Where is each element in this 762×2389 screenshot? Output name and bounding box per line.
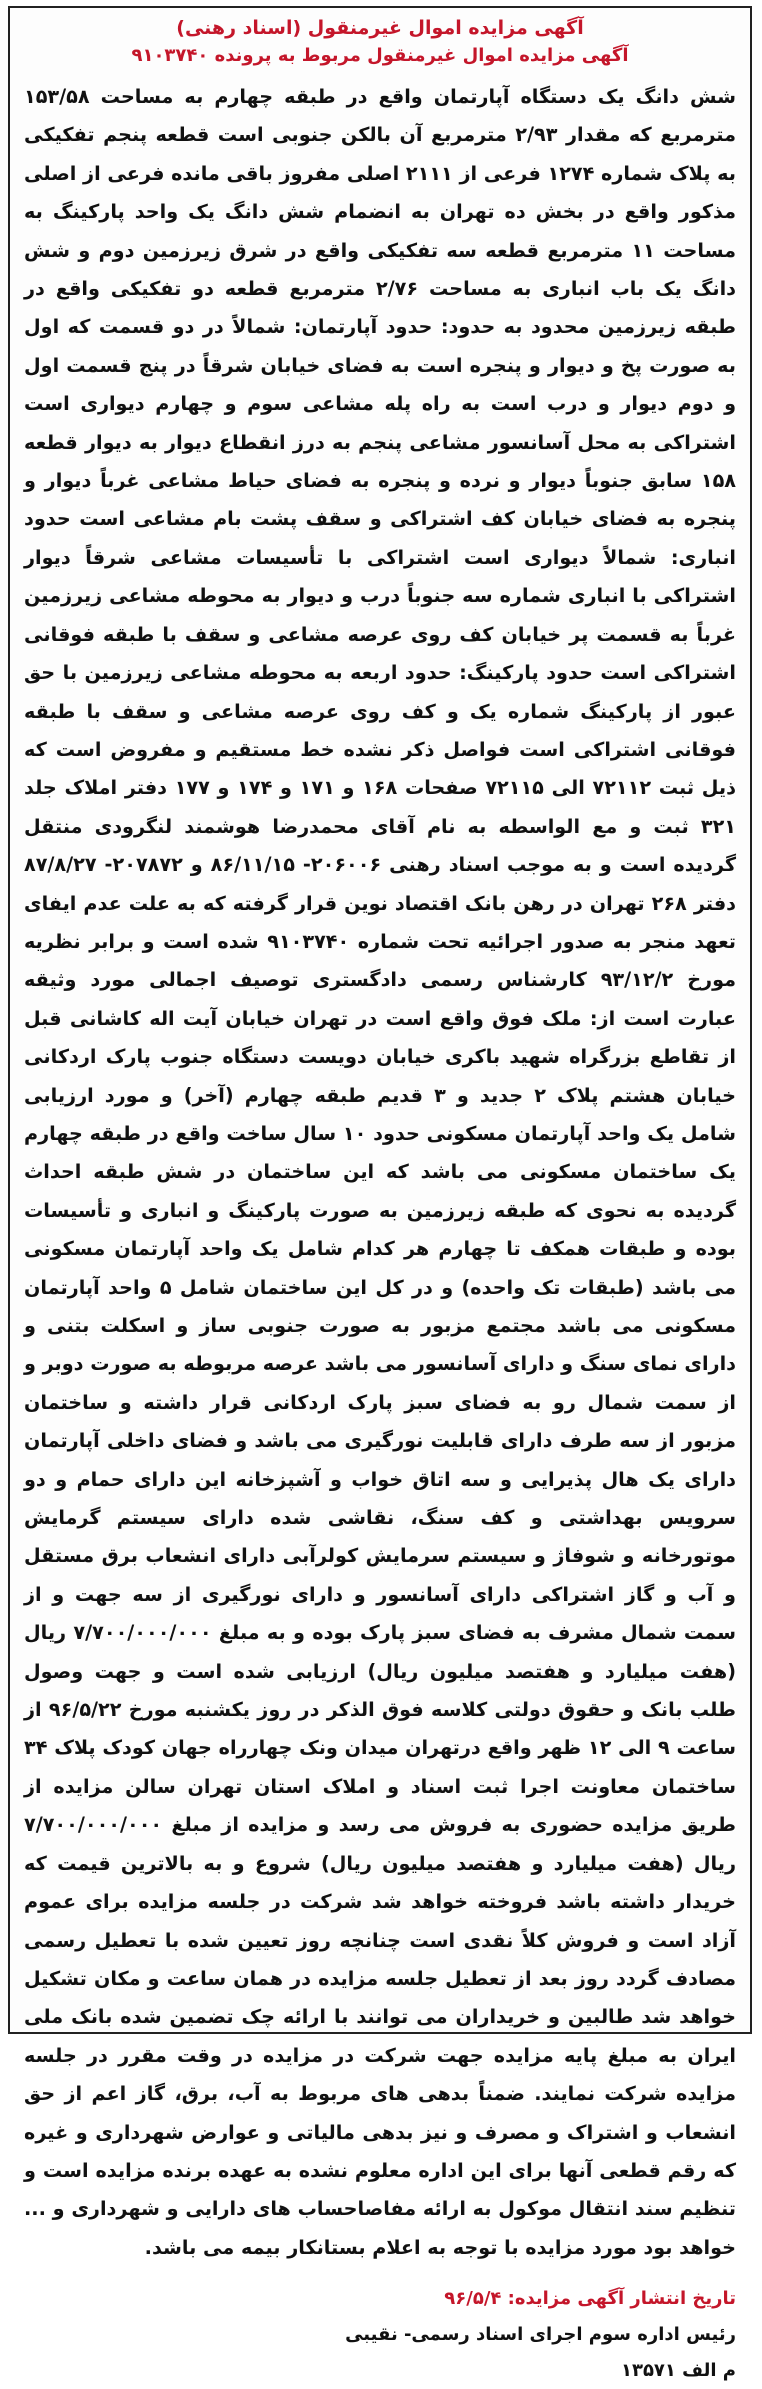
notice-title: آگهی مزایده اموال غیرمنقول (اسناد رهنی) <box>176 17 584 39</box>
notice-subtitle: آگهی مزایده اموال غیرمنقول مربوط به پرونده ۹۱۰۳۷۴۰ <box>131 45 629 66</box>
publish-date: تاریخ انتشار آگهی مزایده: ۹۶/۵/۴ <box>444 2288 736 2310</box>
notice-footer <box>24 2281 736 2389</box>
auction-notice <box>8 6 752 2382</box>
signature: رئیس اداره سوم اجرای اسناد رسمی- نقیبی <box>345 2324 736 2346</box>
notice-body: شش دانگ یک دستگاه آپارتمان واقع در طبقه چهارم به مساحت ۱۵۳/۵۸ مترمربع که مقدار ۲/۹۳ مترمربع آن بالکن جنوبی است قطعه پنجم تفکیکی به پلاک شماره ۱۲۷۴ فرعی از ۲۱۱۱ اصلی مفروز باقی مانده فرعی از اصلی مذکور واقع در بخش ده تهران به انضمام شش دانگ یک واحد پارکینگ به مساحت ۱۱ مترمربع قطعه سه تفکیکی واقع در شرق زیرزمین دوم و شش دانگ یک باب انباری به مساحت ۲/۷۶ مترمربع قطعه دو تفکیکی واقع در طبقه زیرزمین محدود به حدود: حدود آپارتمان: شمالاً در دو قسمت که اول به صورت پخ و دیوار و پنجره است به فضای خیابان شرقاً در پنج قسمت اول و دوم دیوار و درب است به راه پله مشاعی سوم و چهارم دیواری است اشتراکی به محل آسانسور مشاعی پنجم به درز انقطاع دیوار به دیوار قطعه ۱۵۸ سابق جنوباً دیوار و نرده و پنجره به فضای حیاط مشاعی غرباً دیوار و پنجره به فضای خیابان کف اشتراکی و سقف پشت بام مشاعی است حدود انباری: شمالاً دیواری است اشتراکی با تأسیسات مشاعی شرقاً دیوار اشتراکی با انباری شماره سه جنوباً درب و دیوار به محوطه مشاعی زیرزمین غرباً به قسمت پر خیابان کف روی عرصه مشاعی و سقف با طبقه فوقانی اشتراکی است حدود پارکینگ: حدود اربعه به محوطه مشاعی زیرزمین با حق عبور از پارکینگ شماره یک و کف روی عرصه مشاعی و سقف با طبقه فوقانی اشتراکی است فواصل ذکر نشده خط مستقیم و مفروض است که ذیل ثبت ۷۲۱۱۲ الی ۷۲۱۱۵ صفحات ۱۶۸ و ۱۷۱ و ۱۷۴ و ۱۷۷ دفتر املاک جلد ۳۲۱ ثبت و مع الواسطه به نام آقای محمدرضا هوشمند لنگرودی منتقل گردیده است و به موجب اسناد رهنی ۲۰۶۰۰۶- ۸۶/۱۱/۱۵ و ۲۰۷۸۷۲- ۸۷/۸/۲۷ دفتر ۲۶۸ تهران در رهن بانک اقتصاد نوین قرار گرفته که به علت عدم ایفای تعهد منجر به صدور اجرائیه تحت شماره ۹۱۰۳۷۴۰ شده است و برابر نظریه مورخ ۹۳/۱۲/۲ کارشناس رسمی دادگستری توصیف اجمالی مورد وثیقه عبارت است از: ملک فوق واقع است در تهران خیابان آیت اله کاشانی قبل از تقاطع بزرگراه شهید باکری خیابان دویست دستگاه جنوب پارک اردکانی خیابان هشتم پلاک ۲ جدید و ۳ قدیم طبقه چهارم (آخر) و مورد ارزیابی شامل یک واحد آپارتمان مسکونی حدود ۱۰ سال ساخت واقع در طبقه چهارم یک ساختمان مسکونی می باشد که این ساختمان در شش طبقه احداث گردیده به نحوی که طبقه زیرزمین به صورت پارکینگ و انباری و تأسیسات بوده و طبقات همکف تا چهارم هر کدام شامل یک واحد آپارتمان مسکونی می باشد (طبقات تک واحده) و در کل این ساختمان شامل ۵ واحد آپارتمان مسکونی می باشد مجتمع مزبور به صورت جنوبی ساز و اسکلت بتنی و دارای نمای سنگ و دارای آسانسور می باشد عرصه مربوطه به صورت دوبر و از سمت شمال رو به فضای سبز پارک اردکانی قرار داشته و ساختمان مزبور از سه طرف دارای قابلیت نورگیری می باشد و فضای داخلی آپارتمان دارای یک هال پذیرایی و سه اتاق خواب و آشپزخانه این دارای حمام و دو سرویس بهداشتی و کف سنگ، نقاشی شده دارای سیستم گرمایش موتورخانه و شوفاژ و سیستم سرمایش کولرآبی دارای انشعاب برق مستقل و آب و گاز اشتراکی دارای آسانسور و دارای نورگیری از سه جهت و از سمت شمال مشرف به فضای سبز پارک بوده و به مبلغ ۷/۷۰۰/۰۰۰/۰۰۰ ریال (هفت میلیارد و هفتصد میلیون ریال) ارزیابی شده است و جهت وصول طلب بانک و حقوق دولتی کلاسه فوق الذکر در روز یکشنبه مورخ ۹۶/۵/۲۲ از ساعت ۹ الی ۱۲ ظهر واقع درتهران میدان ونک چهارراه جهان کودک پلاک ۳۴ ساختمان معاونت اجرا ثبت اسناد و املاک استان تهران سالن مزایده از طریق مزایده حضوری به فروش می رسد و مزایده از مبلغ ۷/۷۰۰/۰۰۰/۰۰۰ ریال (هفت میلیارد و هفتصد میلیون ریال) شروع و به بالاترین قیمت که خریدار داشته باشد فروخته خواهد شد شرکت در جلسه مزایده برای عموم آزاد است و فروش کلاً نقدی است چنانچه روز تعیین شده با تعطیل رسمی مصادف گردد روز بعد از تعطیل جلسه مزایده در همان ساعت و مکان تشکیل خواهد شد طالبین و خریداران می توانند با ارائه چک تضمین شده بانک ملی ایران به مبلغ پایه مزایده جهت شرکت در مزایده در وقت مقرر در جلسه مزایده شرکت نمایند. ضمناً بدهی های مربوط به آب، برق، گاز اعم از حق انشعاب و اشتراک و مصرف و نیز بدهی مالیاتی و عوارض شهرداری و غیره که رقم قطعی آنها برای این اداره معلوم نشده به عهده برنده مزایده است و تنظیم سند انتقال موکول به ارائه مفاصاحساب های دارایی و شهرداری و ... خواهد بود مورد مزایده با توجه به اعلام بستانکار بیمه می باشد. <box>24 85 736 2259</box>
notice-code: م الف ۱۳۵۷۱ <box>620 2360 736 2382</box>
